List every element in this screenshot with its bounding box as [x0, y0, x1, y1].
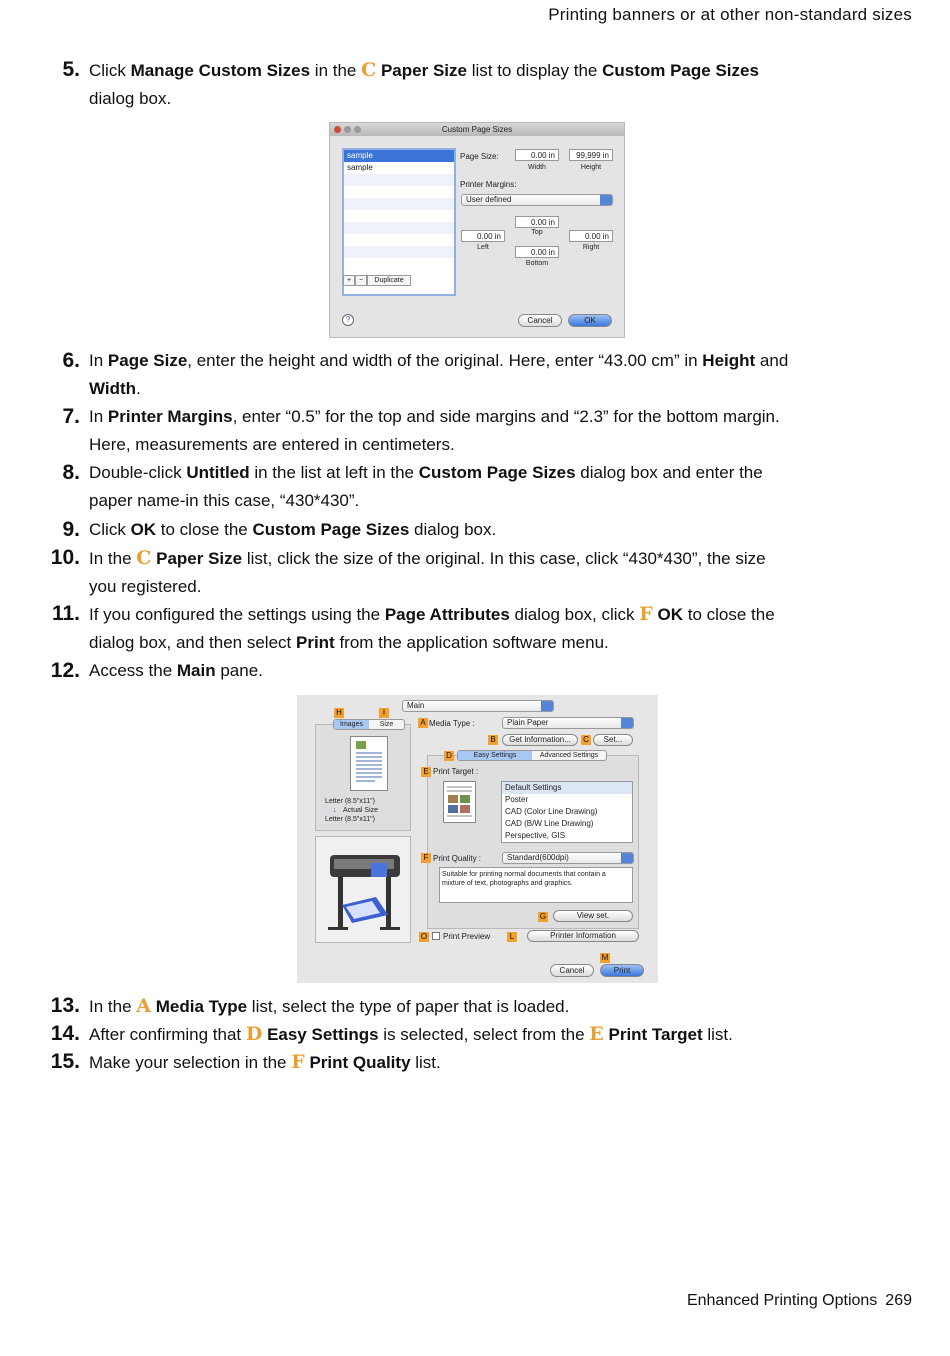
zoom-window-icon[interactable]	[354, 126, 361, 133]
step-text	[89, 544, 869, 601]
bold-term: Paper Size	[380, 61, 467, 80]
marker-d: D	[444, 751, 454, 761]
media-type-popup[interactable]	[502, 717, 634, 729]
step-text	[89, 657, 869, 685]
bottom-margin-field[interactable]: 0.00 in	[515, 246, 559, 258]
step-text	[89, 1048, 869, 1077]
bold-term: Custom Page Sizes	[602, 61, 759, 80]
text: and	[755, 351, 789, 370]
marker-e: E	[421, 767, 431, 777]
right-margin-field[interactable]: 0.00 in	[569, 230, 613, 242]
list-item[interactable]: CAD (Color Line Drawing)	[505, 807, 598, 816]
text: list, click the size of the original. In this case, click “430*430”, the size	[242, 549, 766, 568]
right-label: Right	[582, 244, 600, 251]
step-number: 15.	[50, 1050, 80, 1073]
print-target-thumbnail	[443, 781, 476, 823]
popup-arrows-icon	[621, 718, 633, 728]
minimize-window-icon[interactable]	[344, 126, 351, 133]
bold-term: Width	[89, 379, 137, 398]
bold-term: Page Size	[107, 351, 188, 370]
main-pane-dialog	[297, 695, 658, 983]
marker-o: O	[420, 932, 428, 941]
quality-description: Suitable for printing normal documents that contain a mixture of text, photographs and graphics.	[439, 867, 633, 903]
popup-arrows-icon	[541, 701, 553, 711]
height-label: Height	[580, 164, 602, 171]
marker-l: L	[507, 932, 517, 942]
bold-term: Media Type	[155, 997, 248, 1016]
custom-size-list[interactable]	[342, 148, 456, 296]
document-image-icon	[444, 782, 475, 822]
top-margin-field[interactable]: 0.00 in	[515, 216, 559, 228]
bold-term: Main	[176, 661, 216, 680]
list-item-empty	[344, 210, 454, 222]
list-item-empty	[344, 198, 454, 210]
add-size-button[interactable]: +	[343, 275, 355, 286]
left-margin-field[interactable]: 0.00 in	[461, 230, 505, 242]
tab-size[interactable]: Size	[379, 721, 394, 728]
text: dialog box.	[89, 89, 172, 108]
printer-information-button[interactable]: Printer Information	[527, 930, 639, 942]
step-number: 7.	[62, 405, 80, 428]
pane-popup-value: Main	[407, 701, 425, 710]
large-format-printer-icon	[316, 837, 410, 942]
callout-letter: F	[291, 1051, 305, 1073]
text: is selected, select from the	[378, 1025, 590, 1044]
step-text	[89, 403, 869, 459]
width-label: Width	[528, 164, 546, 171]
page-preview-thumbnail	[350, 736, 388, 791]
text: Click	[89, 61, 131, 80]
dialog-titlebar	[330, 123, 624, 136]
bottom-label: Bottom	[525, 260, 549, 267]
cancel-button[interactable]: Cancel	[518, 314, 562, 327]
bold-term: OK	[130, 520, 157, 539]
media-type-value: Plain Paper	[507, 718, 549, 727]
ok-button[interactable]: OK	[568, 314, 612, 327]
list-item-empty	[344, 234, 454, 246]
print-target-label: Print Target :	[433, 767, 479, 776]
margins-popup[interactable]	[461, 194, 613, 206]
step-text	[89, 1020, 869, 1049]
duplicate-button[interactable]: Duplicate	[367, 275, 411, 286]
left-label: Left	[477, 244, 489, 251]
page-footer	[687, 1292, 912, 1310]
popup-arrows-icon	[621, 853, 633, 863]
text: In	[89, 407, 108, 426]
text: Click	[89, 520, 131, 539]
bold-term: Paper Size	[156, 549, 243, 568]
text: Here, measurements are entered in centimeters.	[89, 435, 455, 454]
print-button[interactable]: Print	[600, 964, 644, 977]
print-preview-checkbox[interactable]	[432, 932, 440, 940]
text: Access the	[89, 661, 177, 680]
bold-term: Easy Settings	[267, 1025, 379, 1044]
text: In the	[89, 997, 137, 1016]
text: paper name-in this case, “430*430”.	[89, 491, 360, 510]
list-item-empty	[344, 246, 454, 258]
step-text	[89, 347, 869, 403]
step-number: 12.	[50, 659, 80, 682]
text: you registered.	[89, 577, 202, 596]
print-quality-label: Print Quality :	[433, 854, 482, 863]
tab-easy-settings[interactable]: Easy Settings	[458, 751, 532, 760]
printer-image-panel	[315, 836, 411, 943]
step-number: 5.	[62, 58, 80, 81]
callout-letter: A	[136, 995, 152, 1017]
step-text	[89, 516, 869, 544]
list-item-empty	[344, 174, 454, 186]
set-button[interactable]: Set...	[593, 734, 633, 746]
step-text	[89, 56, 869, 113]
text: dialog box and enter the	[575, 463, 763, 482]
list-item[interactable]: sample	[347, 163, 373, 172]
tab-images[interactable]: Images	[334, 720, 369, 729]
page-size-label: Page Size:	[460, 152, 499, 161]
text: pane.	[215, 661, 263, 680]
remove-size-button[interactable]: −	[355, 275, 367, 286]
text: in the	[310, 61, 362, 80]
marker-f: F	[421, 853, 431, 863]
text: list, select the type of paper that is loaded.	[247, 997, 570, 1016]
marker-m: M	[601, 953, 609, 962]
marker-h: H	[334, 708, 344, 718]
list-item[interactable]: Perspective, GIS	[505, 831, 566, 840]
get-information-button[interactable]: Get Information...	[502, 734, 578, 746]
text: dialog box.	[409, 520, 497, 539]
text: In	[89, 351, 108, 370]
text: in the list at left in the	[249, 463, 419, 482]
list-item-empty	[344, 258, 454, 270]
top-label: Top	[531, 229, 543, 236]
marker-i: I	[379, 708, 389, 718]
text: If you configured the settings using the	[89, 605, 385, 624]
margins-popup-value: User defined	[466, 195, 512, 204]
print-preview-label: Print Preview	[443, 932, 491, 941]
callout-letter: C	[361, 59, 377, 81]
page-number: 269	[885, 1292, 912, 1309]
text: list.	[410, 1053, 441, 1072]
running-head: Printing banners or at other non-standard sizes	[548, 5, 912, 24]
step-text	[89, 459, 869, 515]
step-number: 11.	[51, 602, 80, 625]
bold-term: Untitled	[186, 463, 250, 482]
step-number: 9.	[62, 518, 80, 541]
text: dialog box, and then select	[89, 633, 296, 652]
text: .	[136, 379, 141, 398]
text: dialog box, click	[509, 605, 640, 624]
down-arrow-icon: ↓	[333, 807, 337, 814]
bold-term: OK	[657, 605, 684, 624]
printer-margins-label: Printer Margins:	[460, 180, 517, 189]
bold-term: Print	[295, 633, 335, 652]
close-window-icon[interactable]	[334, 126, 341, 133]
settings-tabs	[457, 750, 607, 761]
marker-c: C	[581, 735, 591, 745]
text: to close the	[156, 520, 253, 539]
print-target-list[interactable]	[501, 781, 633, 843]
text: , enter “0.5” for the top and side margins and “2.3” for the bottom margin.	[232, 407, 780, 426]
marker-a: A	[418, 718, 428, 728]
footer-section: Enhanced Printing Options	[686, 1292, 878, 1309]
step-number: 10.	[50, 546, 80, 569]
marker-g: G	[539, 912, 547, 921]
preview-size-line2: Actual Size	[343, 807, 379, 814]
list-item[interactable]: Default Settings	[502, 782, 632, 794]
media-type-label: Media Type :	[429, 719, 475, 728]
text: Make your selection in the	[89, 1053, 292, 1072]
text: to close the	[683, 605, 775, 624]
cancel-button[interactable]: Cancel	[550, 964, 594, 977]
step-text	[89, 600, 869, 657]
bold-term: Manage Custom Sizes	[130, 61, 311, 80]
bold-term: Custom Page Sizes	[252, 520, 410, 539]
custom-page-sizes-dialog	[329, 122, 625, 338]
list-item[interactable]: CAD (B/W Line Drawing)	[505, 819, 594, 828]
text: list.	[702, 1025, 733, 1044]
list-item-empty	[344, 186, 454, 198]
bold-term: Height	[702, 351, 756, 370]
list-item-empty	[344, 222, 454, 234]
bold-term: Page Attributes	[384, 605, 510, 624]
bold-term: Printer Margins	[107, 407, 233, 426]
popup-arrows-icon	[600, 195, 612, 205]
callout-letter: E	[589, 1023, 604, 1045]
preview-size-line1: Letter (8.5"x11")	[325, 798, 375, 805]
marker-b: B	[488, 735, 498, 745]
text: from the application software menu.	[334, 633, 609, 652]
print-quality-popup[interactable]	[502, 852, 634, 864]
list-item[interactable]: sample	[344, 150, 454, 162]
text: list to display the	[466, 61, 603, 80]
height-field[interactable]: 99,999 in	[569, 149, 613, 161]
step-text	[89, 992, 869, 1021]
list-item[interactable]: Poster	[505, 795, 529, 804]
callout-letter: D	[245, 1023, 263, 1045]
bold-term: Print Quality	[309, 1053, 411, 1072]
step-number: 6.	[62, 349, 80, 372]
view-settings-button[interactable]: View set.	[553, 910, 633, 922]
bold-term: Custom Page Sizes	[418, 463, 576, 482]
callout-letter: C	[136, 547, 152, 569]
text: After confirming that	[89, 1025, 246, 1044]
callout-letter: F	[639, 603, 653, 625]
preview-size-line3: Letter (8.5"x11")	[325, 816, 375, 823]
preview-tabs	[333, 719, 405, 730]
width-field[interactable]: 0.00 in	[515, 149, 559, 161]
tab-advanced-settings[interactable]: Advanced Settings	[539, 752, 599, 759]
bold-term: Print Target	[608, 1025, 703, 1044]
text: , enter the height and width of the original. Here, enter “43.00 cm” in	[187, 351, 703, 370]
document-lines-icon	[351, 737, 387, 790]
step-number: 8.	[62, 461, 80, 484]
print-quality-value: Standard(600dpi)	[507, 853, 569, 862]
step-number: 14.	[50, 1022, 80, 1045]
step-number: 13.	[50, 994, 80, 1017]
pane-popup[interactable]	[402, 700, 554, 712]
text: In the	[89, 549, 137, 568]
help-button[interactable]: ?	[342, 314, 354, 326]
dialog-title: Custom Page Sizes	[441, 125, 513, 134]
text: Double-click	[89, 463, 187, 482]
